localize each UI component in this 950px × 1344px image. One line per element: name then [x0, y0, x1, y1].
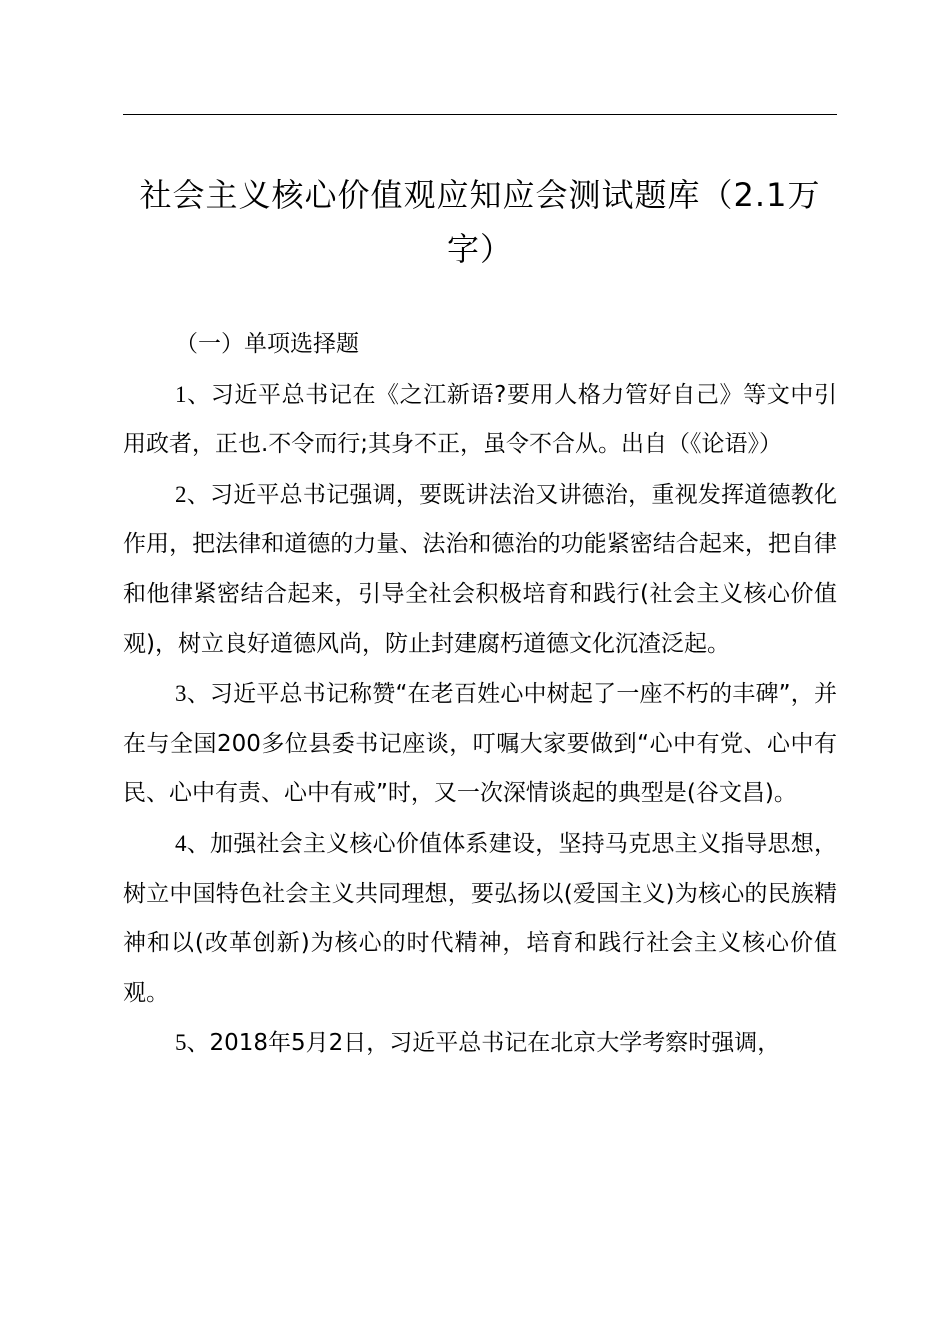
question-number: 4: [175, 830, 187, 856]
header-rule: [123, 114, 837, 115]
question-3: [123, 669, 837, 819]
question-text: 、加强社会主义核心价值体系建设，坚持马克思主义指导思想，树立中国特色社会主义共同理想，要弘扬以(爱国主义)为核心的民族精神和以(改革创新)为核心的时代精神，培育和践行社会主义核心价值观。: [123, 830, 837, 1006]
document-title: 社会主义核心价值观应知应会测试题库（2.1万字）: [139, 176, 821, 268]
question-5: [123, 1018, 837, 1069]
question-text: 、2018年5月2日，习近平总书记在北京大学考察时强调，: [186, 1030, 781, 1057]
question-number: 5: [175, 1030, 187, 1056]
question-number: 2: [175, 481, 187, 507]
question-2: [123, 470, 837, 669]
question-text: 、习近平总书记强调，要既讲法治又讲德治，重视发挥道德教化作用，把法律和道德的力量、法治和德治的功能紧密结合起来，把自律和他律紧密结合起来，引导全社会积极培育和践行(社会主义核心价值观)，树立良好道德风尚，防止封建腐朽道德文化沉渣泛起。: [123, 481, 837, 657]
document-body: [123, 320, 837, 1069]
question-text: 、习近平总书记称赞“在老百姓心中树起了一座不朽的丰碑”，并在与全国200多位县委书记座谈，叮嘱大家要做到“心中有党、心中有民、心中有责、心中有戒”时，又一次深情谈起的典型是(谷文昌)。: [123, 681, 837, 807]
question-text: 、习近平总书记在《之江新语?要用人格力管好自己》等文中引用政者，正也.不令而行;其身不正，虽令不合从。出自（《论语》）: [123, 381, 837, 458]
question-4: [123, 819, 837, 1018]
question-number: 1: [175, 381, 187, 407]
question-number: 3: [175, 681, 187, 707]
section-heading: （一）单项选择题: [175, 331, 359, 357]
question-1: [123, 370, 837, 470]
